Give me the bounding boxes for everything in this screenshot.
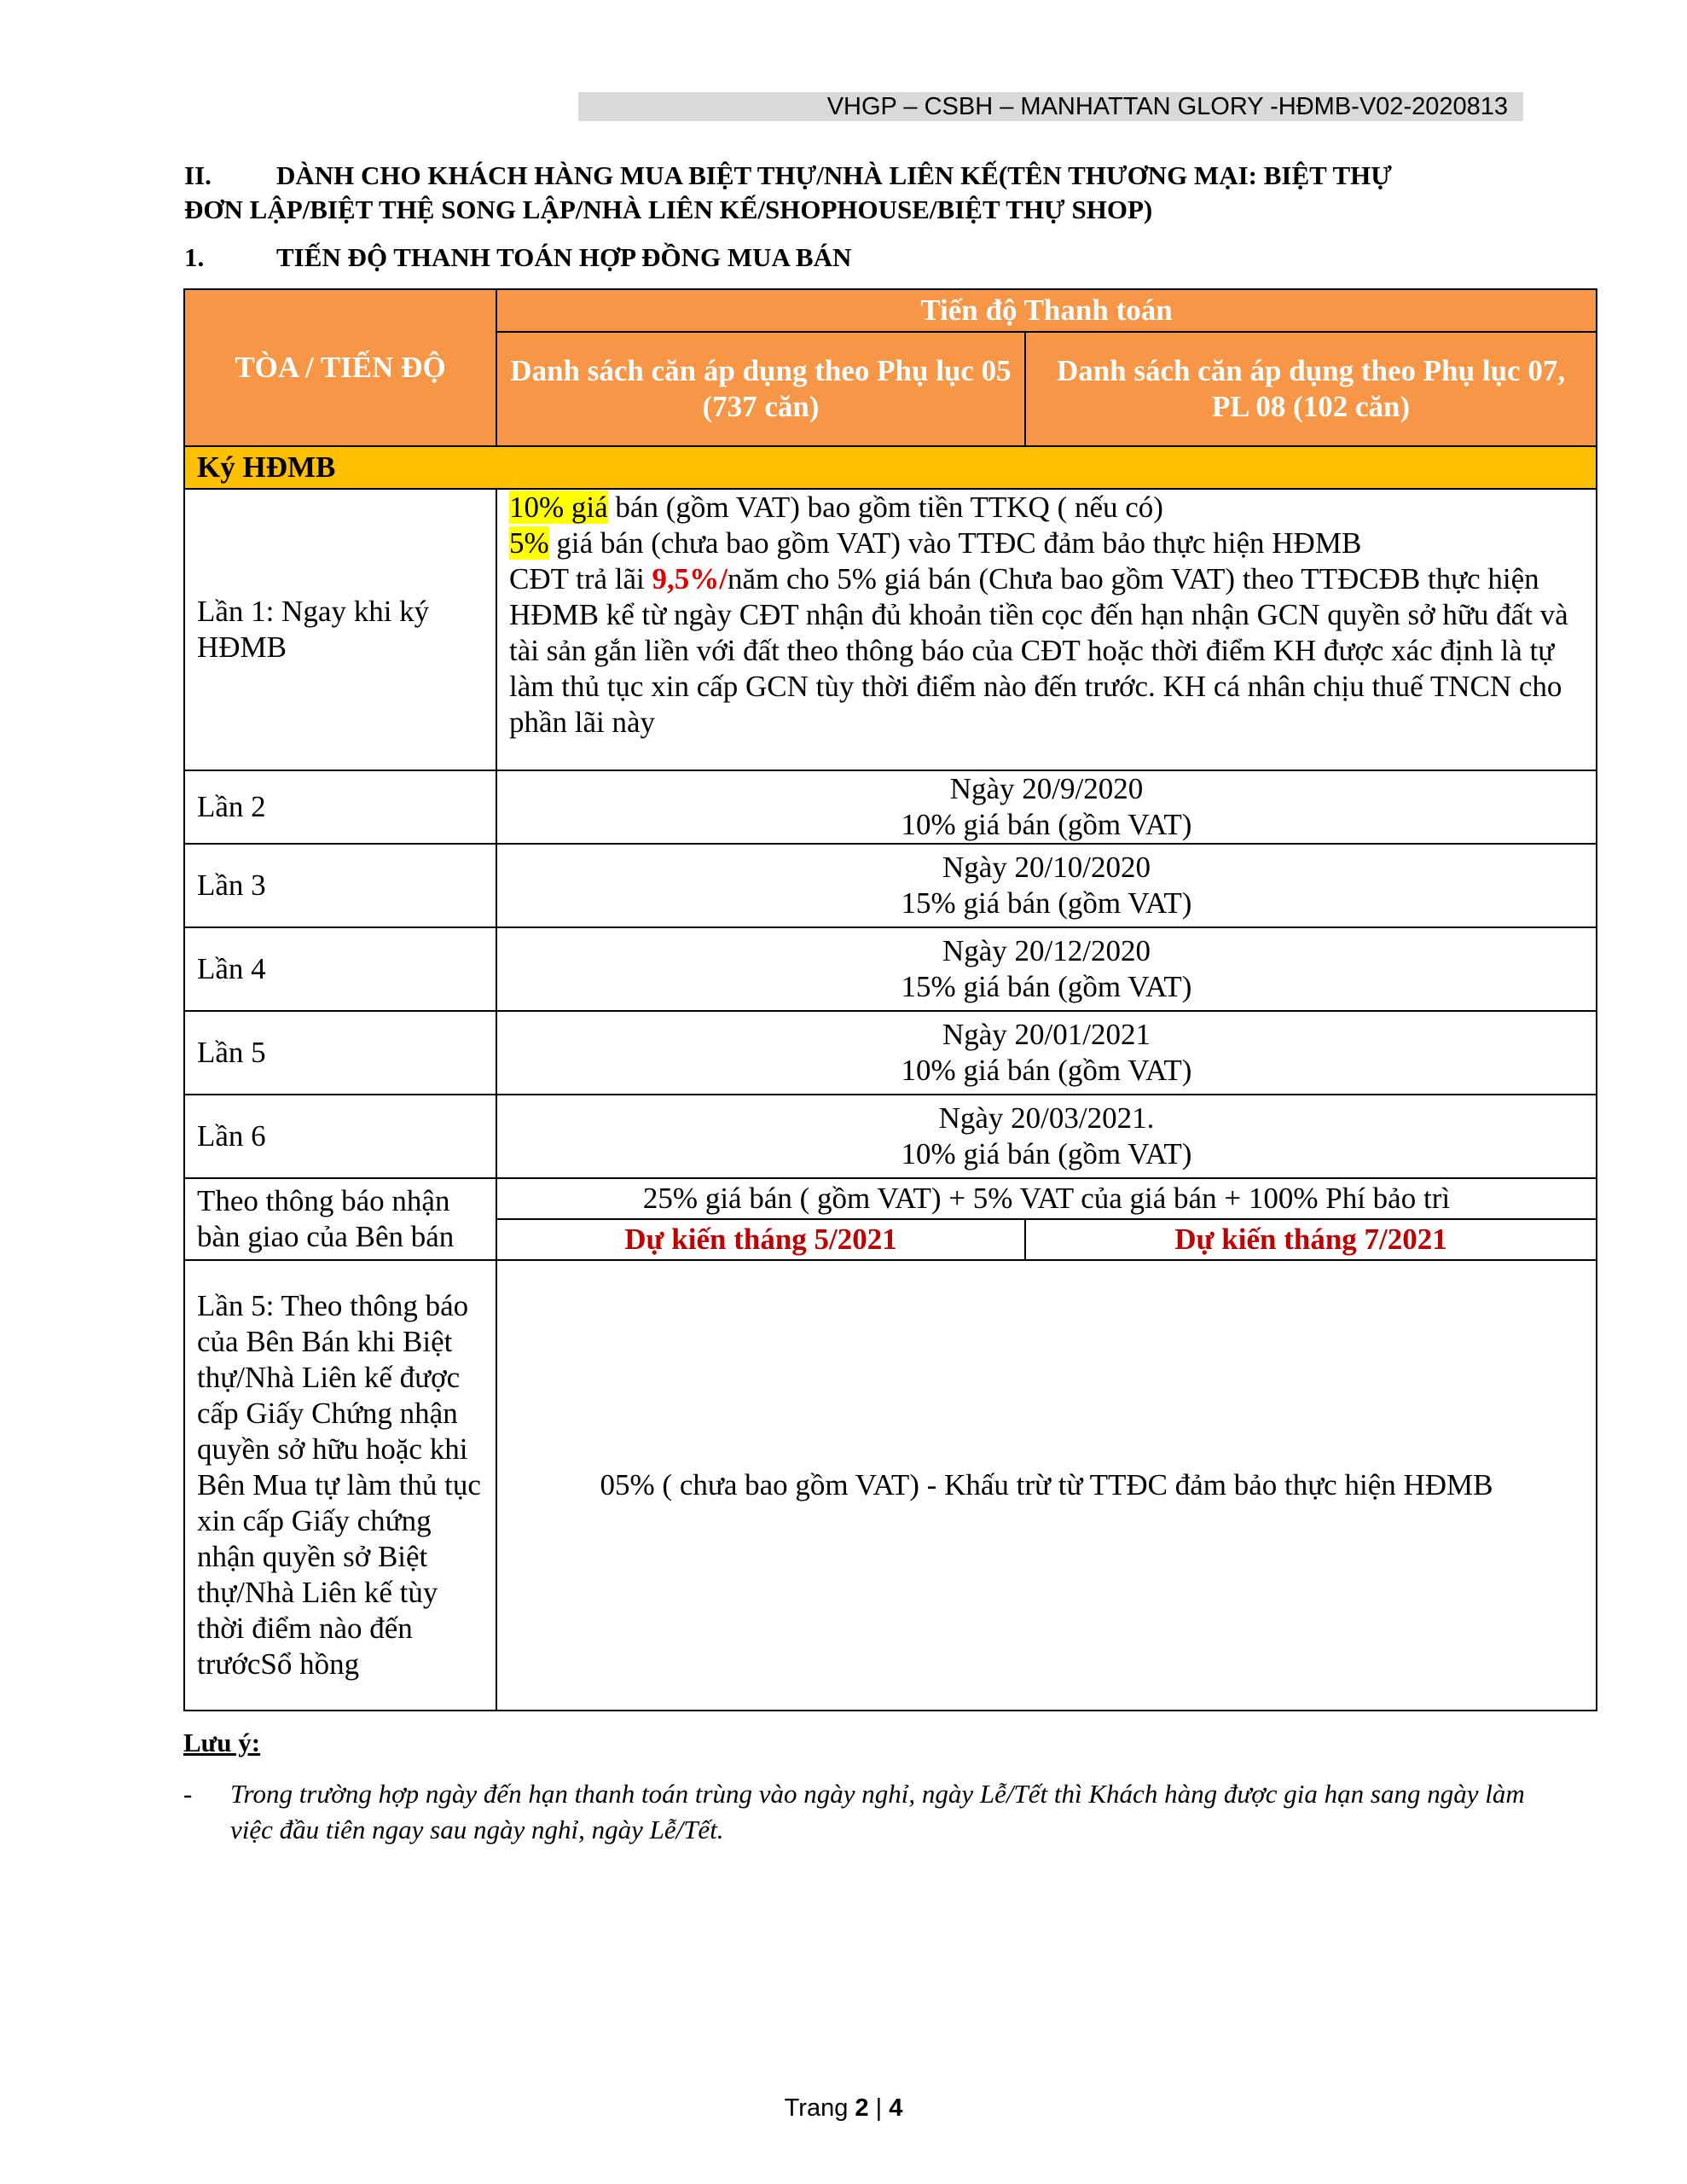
installment-cell — [496, 770, 1597, 844]
table-row — [184, 1178, 1597, 1219]
expected-month-appendix-05: Dự kiến tháng 5/2021 — [496, 1219, 1025, 1260]
row-label: Lần 5: Theo thông báo của Bên Bán khi Biệt thự/Nhà Liên kế được cấp Giấy Chứng nhận quyền sở hữu hoặc khi Bên Mua tự làm thủ tục xin cấp Giấy chứng nhận quyền sở Biệt thự/Nhà Liên kế tùy thời điểm nào đến trướcSổ hồng — [184, 1260, 496, 1711]
page-separator: | — [868, 2094, 890, 2122]
section-title-line2: ĐƠN LẬP/BIỆT THỆ SONG LẬP/NHÀ LIÊN KẾ/SHOPHOUSE/BIỆT THỰ SHOP) — [184, 195, 1153, 224]
note-title: Lưu ý: — [183, 1728, 261, 1757]
subsection-number: 1. — [184, 242, 205, 272]
table-header-row — [184, 289, 1597, 332]
row-label: Theo thông báo nhận bàn giao của Bên bán — [184, 1178, 496, 1260]
highlight-10-percent: 10% giá — [509, 491, 608, 524]
row-label: Lần 4 — [184, 927, 496, 1011]
terms-line-1: bán (gồm VAT) bao gồm tiền TTKQ ( nếu có) — [607, 491, 1163, 524]
due-date: Ngày 20/12/2020 — [942, 934, 1151, 967]
terms-line-2: giá bán (chưa bao gồm VAT) vào TTĐC đảm bảo thực hiện HĐMB — [548, 526, 1362, 560]
table-row — [184, 489, 1597, 770]
terms-line-3-body: năm cho 5% giá bán (Chưa bao gồm VAT) theo TTĐCĐB thực hiện HĐMB kể từ ngày CĐT nhận đủ khoản tiền cọc đến hạn nhận GCN quyền sở hữu đất và tài sản gắn liền với đất theo thông báo của CĐT hoặc thời điểm KH được xác định là tự làm thủ tục xin cấp GCN tùy thời điểm nào đến trước. KH cá nhân chịu thuế TNCN cho phần lãi này — [509, 562, 1568, 739]
handover-payment: 25% giá bán ( gồm VAT) + 5% VAT của giá bán + 100% Phí bảo trì — [496, 1178, 1597, 1219]
expected-month-appendix-07-08: Dự kiến tháng 7/2021 — [1025, 1219, 1597, 1260]
section-title-line1: DÀNH CHO KHÁCH HÀNG MUA BIỆT THỰ/NHÀ LIÊN KẾ(TÊN THƯƠNG MẠI: BIỆT THỰ — [276, 160, 1392, 190]
row-label: Lần 5 — [184, 1011, 496, 1095]
table-row — [184, 844, 1597, 927]
due-date: Ngày 20/9/2020 — [949, 772, 1144, 805]
row-label: Lần 1: Ngay khi ký HĐMB — [184, 489, 496, 770]
installment-cell — [496, 1095, 1597, 1178]
col-header-payment-progress: Tiến độ Thanh toán — [496, 289, 1597, 332]
col-header-building-progress: TÒA / TIẾN ĐỘ — [184, 289, 496, 446]
installment-cell — [496, 1011, 1597, 1095]
note-item — [183, 1776, 1548, 1848]
table-row — [184, 770, 1597, 844]
section-row-label: Ký HĐMB — [184, 446, 1597, 489]
section-row-sign-contract — [184, 446, 1597, 489]
row-label: Lần 2 — [184, 770, 496, 844]
payment-percent: 15% giá bán (gồm VAT) — [901, 886, 1192, 920]
final-installment-terms: 05% ( chưa bao gồm VAT) - Khấu trừ từ TTĐC đảm bảo thực hiện HĐMB — [496, 1260, 1597, 1711]
row-label: Lần 6 — [184, 1095, 496, 1178]
interest-rate: 9,5%/ — [652, 562, 728, 595]
document-code-header: VHGP – CSBH – MANHATTAN GLORY -HĐMB-V02-2020813 — [826, 93, 1508, 120]
terms-line-3-prefix: CĐT trả lãi — [509, 562, 652, 595]
subsection-heading — [184, 241, 851, 275]
installment-cell — [496, 927, 1597, 1011]
section-heading — [184, 159, 1392, 193]
row-label: Lần 3 — [184, 844, 496, 927]
installment-cell — [496, 844, 1597, 927]
table-row — [184, 927, 1597, 1011]
payment-percent: 10% giá bán (gồm VAT) — [901, 1137, 1192, 1170]
table-row — [184, 1095, 1597, 1178]
page-footer — [0, 2094, 1687, 2123]
bullet-dash: - — [183, 1779, 193, 1809]
page-total: 4 — [889, 2094, 903, 2122]
payment-percent: 15% giá bán (gồm VAT) — [901, 970, 1192, 1003]
payment-schedule-table — [183, 288, 1597, 1711]
highlight-5-percent: 5% — [509, 526, 549, 560]
col-header-appendix-07-08: Danh sách căn áp dụng theo Phụ lục 07, PL 08 (102 căn) — [1025, 332, 1597, 446]
due-date: Ngày 20/10/2020 — [942, 851, 1151, 884]
section-number: II. — [184, 160, 212, 190]
page-number: 2 — [855, 2094, 869, 2122]
due-date: Ngày 20/03/2021. — [938, 1101, 1155, 1135]
due-date: Ngày 20/01/2021 — [942, 1018, 1151, 1051]
payment-percent: 10% giá bán (gồm VAT) — [901, 1054, 1192, 1087]
subsection-title: TIẾN ĐỘ THANH TOÁN HỢP ĐỒNG MUA BÁN — [276, 242, 852, 272]
payment-percent: 10% giá bán (gồm VAT) — [901, 808, 1192, 841]
table-row — [184, 1011, 1597, 1095]
note-text: Trong trường hợp ngày đến hạn thanh toán trùng vào ngày nghỉ, ngày Lễ/Tết thì Khách hàng được gia hạn sang ngày làm việc đầu tiên ngay sau ngày nghỉ, ngày Lễ/Tết. — [230, 1779, 1525, 1844]
page-label: Trang — [784, 2094, 855, 2122]
installment-1-terms — [496, 489, 1597, 770]
col-header-appendix-05: Danh sách căn áp dụng theo Phụ lục 05 (737 căn) — [496, 332, 1025, 446]
table-row — [184, 1260, 1597, 1711]
